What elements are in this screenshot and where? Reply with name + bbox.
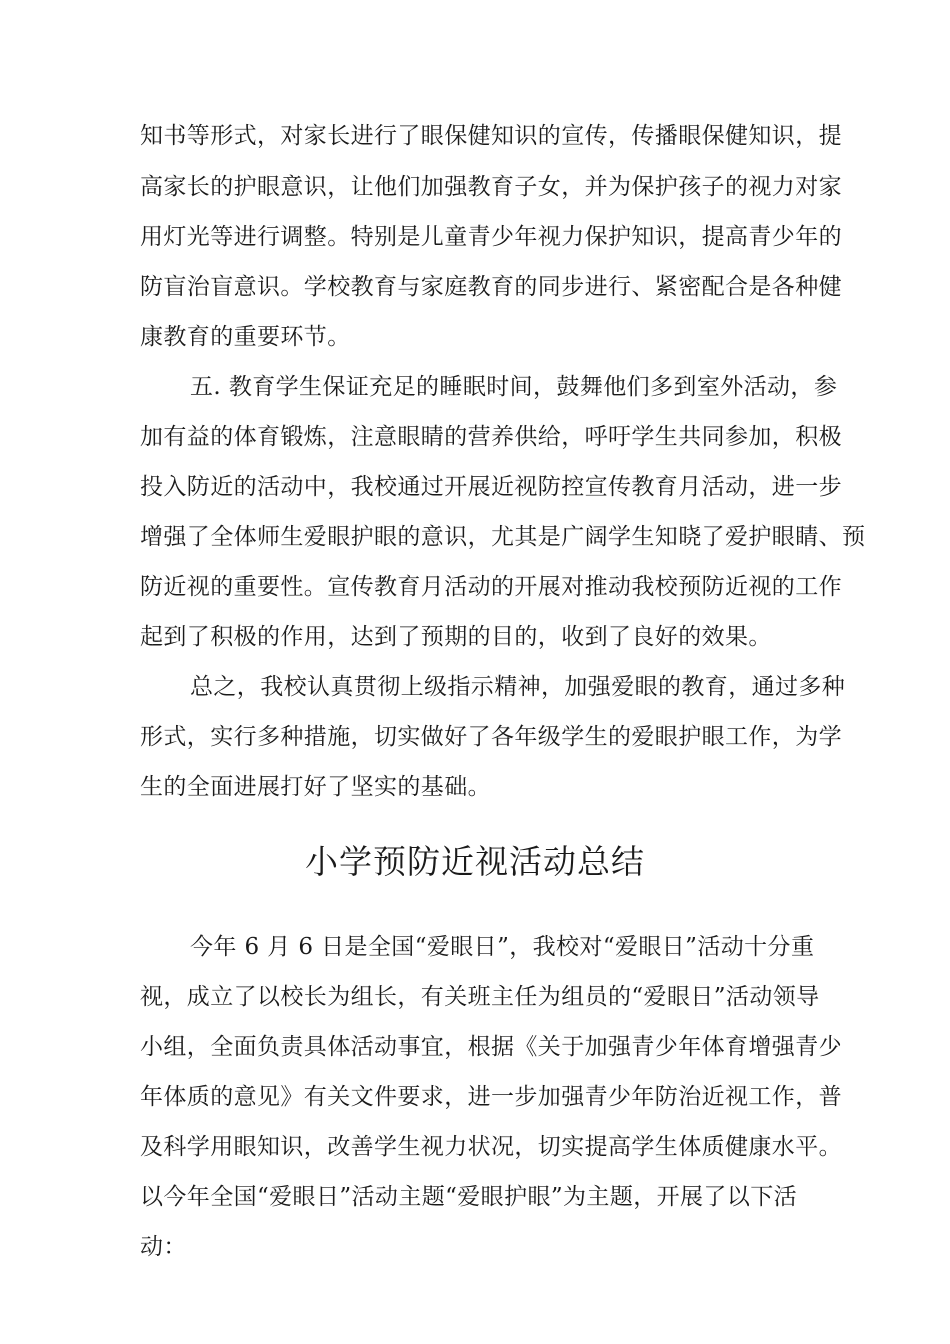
paragraph-line: 投入防近的活动中，我校通过开展近视防控宣传教育月活动，进一步 bbox=[140, 474, 842, 500]
paragraph-line: 总之，我校认真贯彻上级指示精神，加强爱眼的教育，通过多种 bbox=[190, 674, 846, 700]
paragraph-line: 动： bbox=[140, 1234, 187, 1260]
paragraph-line: 今年 6 月 6 日是全国“爱眼日”，我校对“爱眼日”活动十分重 bbox=[190, 934, 815, 960]
paragraph-line: 用灯光等进行调整。特别是儿童青少年视力保护知识，提高青少年的 bbox=[140, 224, 842, 250]
paragraph-line: 形式，实行多种措施，切实做好了各年级学生的爱眼护眼工作，为学 bbox=[140, 724, 842, 750]
paragraph-line: 防盲治盲意识。学校教育与家庭教育的同步进行、紧密配合是各种健 bbox=[140, 274, 842, 300]
paragraph-line: 以今年全国“爱眼日”活动主题“爱眼护眼”为主题，开展了以下活 bbox=[140, 1184, 798, 1210]
paragraph-line: 增强了全体师生爱眼护眼的意识，尤其是广阔学生知晓了爱护眼睛、预 bbox=[140, 524, 866, 550]
paragraph-line: 视，成立了以校长为组长，有关班主任为组员的“爱眼日”活动领导 bbox=[140, 984, 820, 1010]
paragraph-line: 年体质的意见》有关文件要求，进一步加强青少年防治近视工作，普 bbox=[140, 1084, 842, 1110]
paragraph-line: 生的全面进展打好了坚实的基础。 bbox=[140, 774, 491, 800]
paragraph-line: 起到了积极的作用，达到了预期的目的，收到了良好的效果。 bbox=[140, 624, 772, 650]
paragraph-line: 高家长的护眼意识，让他们加强教育子女，并为保护孩子的视力对家 bbox=[140, 174, 842, 200]
paragraph-line: 及科学用眼知识，改善学生视力状况，切实提高学生体质健康水平。 bbox=[140, 1134, 842, 1160]
paragraph-line: 五. 教育学生保证充足的睡眠时间，鼓舞他们多到室外活动，参 bbox=[190, 374, 838, 400]
paragraph-line: 康教育的重要环节。 bbox=[140, 324, 351, 350]
document-title: 小学预防近视活动总结 bbox=[305, 842, 645, 881]
paragraph-line: 知书等形式，对家长进行了眼保健知识的宣传，传播眼保健知识，提 bbox=[140, 123, 842, 149]
paragraph-line: 防近视的重要性。宣传教育月活动的开展对推动我校预防近视的工作 bbox=[140, 574, 842, 600]
paragraph-line: 小组，全面负责具体活动事宜，根据《关于加强青少年体育增强青少 bbox=[140, 1034, 842, 1060]
paragraph-line: 加有益的体育锻炼，注意眼睛的营养供给，呼吁学生共同参加，积极 bbox=[140, 424, 842, 450]
